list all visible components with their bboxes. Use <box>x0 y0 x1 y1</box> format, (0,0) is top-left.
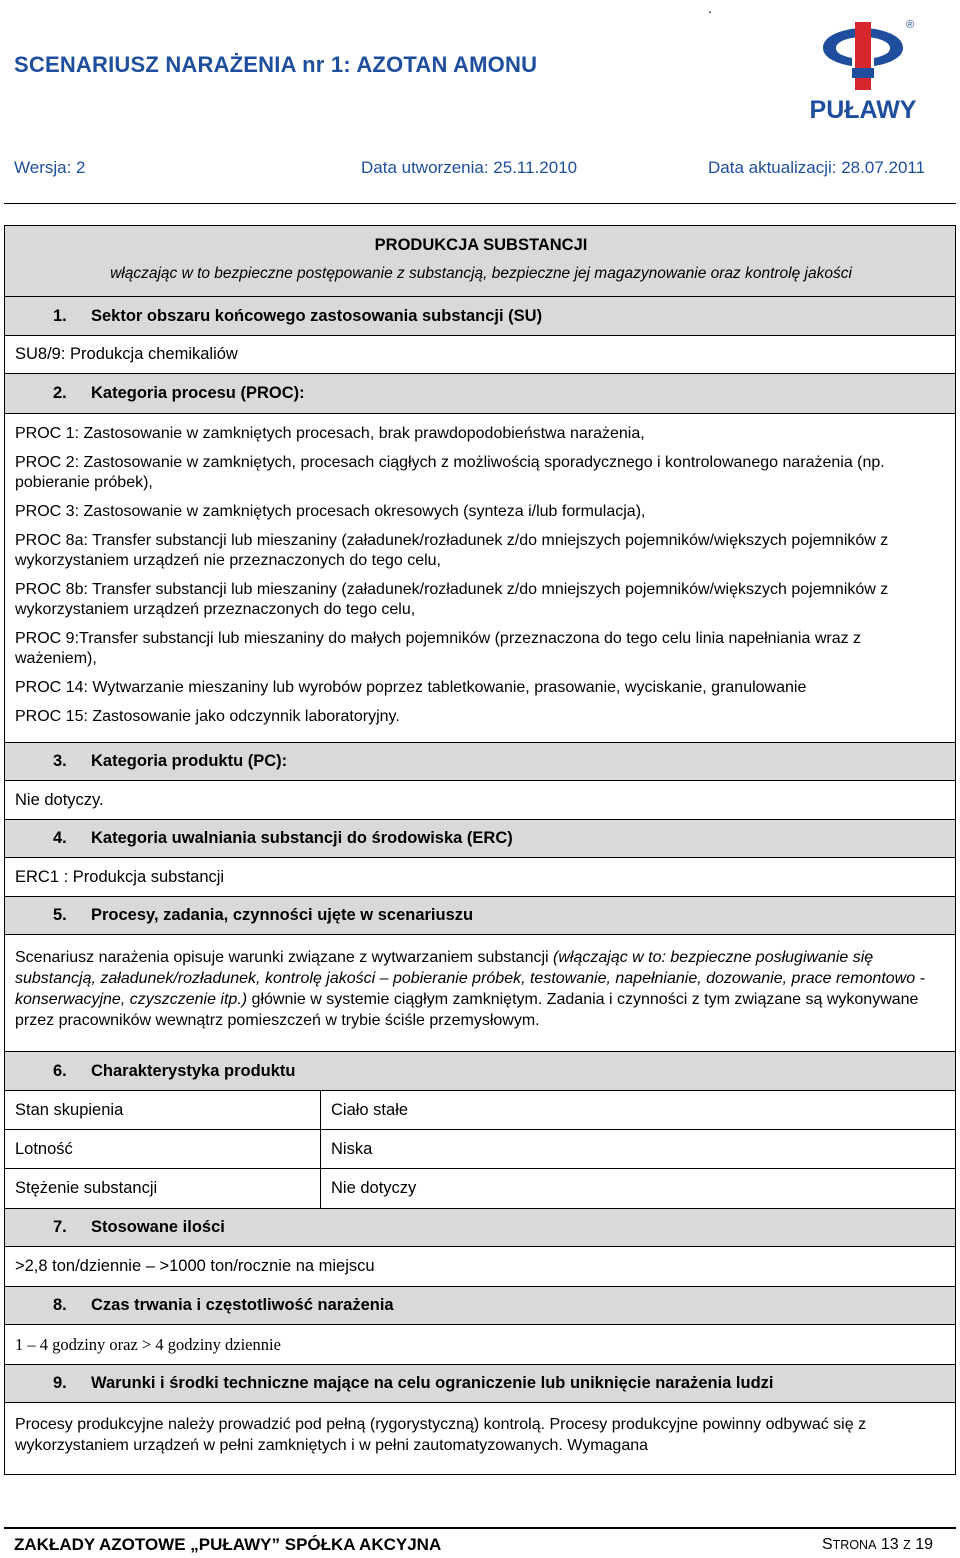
section-1-header <box>5 297 955 336</box>
section-number: 3. <box>53 752 67 770</box>
section-number: 8. <box>53 1296 67 1314</box>
section-title: Warunki i środki techniczne mające na celu ograniczenie lub uniknięcie narażenia ludzi <box>91 1374 774 1392</box>
section-title: Kategoria procesu (PROC): <box>91 384 305 402</box>
section-title: Stosowane ilości <box>91 1218 225 1236</box>
section-7-header <box>5 1209 955 1247</box>
pulawy-logo <box>808 14 918 124</box>
section-9-header <box>5 1365 955 1403</box>
section-title: Kategoria uwalniania substancji do środowiska (ERC) <box>91 829 513 847</box>
property-name: Lotność <box>5 1130 321 1168</box>
proc-item: PROC 2: Zastosowanie w zamkniętych, procesach ciągłych z możliwością sporadycznego i kontrolowanego narażenia (np. pobieranie próbek), <box>15 454 885 491</box>
section-title: Charakterystyka produktu <box>91 1061 296 1080</box>
exposure-scenario-table <box>4 225 956 1475</box>
section-3-header <box>5 743 955 781</box>
section-5-header <box>5 897 955 935</box>
section-6-header <box>5 1052 955 1091</box>
section-number: 5. <box>53 906 67 924</box>
section-number: 2. <box>53 384 67 402</box>
version-label: Wersja: 2 <box>14 158 86 177</box>
logo-mark-icon <box>823 22 903 90</box>
header-divider <box>4 203 956 204</box>
section-2-header <box>5 374 955 414</box>
heading-subtitle: włączając w to bezpieczne postępowanie z substancją, bezpieczne jej magazynowanie oraz kontrolę jakości <box>110 265 852 282</box>
section-1-body: SU8/9: Produkcja chemikaliów <box>5 336 955 374</box>
table-row <box>5 1169 955 1208</box>
property-name: Stan skupienia <box>5 1091 321 1129</box>
proc-item: PROC 9:Transfer substancji lub mieszaniny do małych pojemników (przeznaczona do tego celu linia napełniania wraz z ważeniem), <box>15 630 862 667</box>
section-number: 7. <box>53 1218 67 1236</box>
proc-item: PROC 8a: Transfer substancji lub mieszaniny (załadunek/rozładunek z/do mniejszych pojemników/większych pojemników z wykorzystaniem urządzeń nie przeznaczonych do tego celu, <box>15 532 889 569</box>
document-title: SCENARIUSZ NARAŻENIA nr 1: AZOTAN AMONU <box>14 52 538 77</box>
footer-divider <box>4 1527 956 1529</box>
section-5-body <box>5 935 955 1052</box>
section-number: 6. <box>53 1061 67 1080</box>
section-heading <box>5 226 955 297</box>
logo-text: PUŁAWY <box>809 96 917 124</box>
section-8-body: 1 – 4 godziny oraz > 4 godziny dziennie <box>5 1325 955 1365</box>
section-2-body <box>5 414 955 743</box>
section-title: Procesy, zadania, czynności ujęte w scenariuszu <box>91 906 474 924</box>
section-number: 9. <box>53 1374 67 1392</box>
table-row <box>5 1130 955 1169</box>
created-date: Data utworzenia: 25.11.2010 <box>361 158 578 177</box>
section-7-body: >2,8 ton/dziennie – >1000 ton/rocznie na miejscu <box>5 1247 955 1287</box>
table-row <box>5 1091 955 1130</box>
section-3-body: Nie dotyczy. <box>5 781 955 820</box>
scenario-text-italic: (włączając w to: bezpieczne posługiwanie się substancją, załadunek/rozładunek, kontrolę jakości – pobieranie próbek, testowanie, napełnianie, dozowanie, prace remontowo - konserwacyjne, czyszczenie itp.) <box>15 949 925 1008</box>
section-title: Sektor obszaru końcowego zastosowania substancji (SU) <box>91 306 543 325</box>
section-title: Czas trwania i częstotliwość narażenia <box>91 1296 394 1314</box>
section-title: Kategoria produktu (PC): <box>91 752 288 770</box>
company-name: ZAKŁADY AZOTOWE „PUŁAWY” SPÓŁKA AKCYJNA <box>14 1535 442 1554</box>
section-9-body: Procesy produkcyjne należy prowadzić pod pełną (rygorystyczną) kontrolą. Procesy produkcyjne powinny odbywać się z wykorzystaniem urządzeń w pełni zamkniętych i w pełni zautomatyzowanych. Wymagana <box>5 1403 955 1475</box>
heading-title: PRODUKCJA SUBSTANCJI <box>374 236 588 254</box>
section-4-body: ERC1 : Produkcja substancji <box>5 858 955 897</box>
updated-date: Data aktualizacji: 28.07.2011 <box>708 158 926 177</box>
scenario-text-a: Scenariusz narażenia opisuje warunki związane z wytwarzaniem substancji <box>15 949 554 966</box>
proc-item: PROC 15: Zastosowanie jako odczynnik laboratoryjny. <box>15 708 400 725</box>
section-4-header <box>5 820 955 858</box>
proc-item: PROC 3: Zastosowanie w zamkniętych procesach okresowych (synteza i/lub formulacja), <box>15 503 646 520</box>
page-number: STRONA 13 Z 19 <box>822 1536 934 1553</box>
product-characteristics-table <box>5 1091 955 1209</box>
proc-item: PROC 8b: Transfer substancji lub mieszaniny (załadunek/rozładunek z/do mniejszych pojemników/większych pojemników z wykorzystaniem urządzeń przeznaczonych do tego celu, <box>15 581 889 618</box>
proc-item: PROC 14: Wytwarzanie mieszaniny lub wyrobów poprzez tabletkowanie, prasowanie, wyciskanie, granulowanie <box>15 679 807 696</box>
section-8-header <box>5 1287 955 1325</box>
section-number: 4. <box>53 829 67 847</box>
scenario-text-b: głównie w systemie ciągłym zamkniętym. Zadania i czynności z tym związane są wykonywane przez pracowników wewnątrz pomieszczeń w trybie ściśle przemysłowym. <box>15 991 919 1029</box>
property-value: Ciało stałe <box>331 1100 409 1119</box>
registered-mark: ® <box>906 19 915 31</box>
proc-item: PROC 1: Zastosowanie w zamkniętych procesach, brak prawdopodobieństwa narażenia, <box>15 425 645 442</box>
property-name: Stężenie substancji <box>5 1169 321 1208</box>
property-value: Nie dotyczy <box>331 1179 417 1197</box>
header-dot: . <box>708 0 712 16</box>
section-number: 1. <box>53 306 67 325</box>
property-value: Niska <box>331 1139 373 1158</box>
